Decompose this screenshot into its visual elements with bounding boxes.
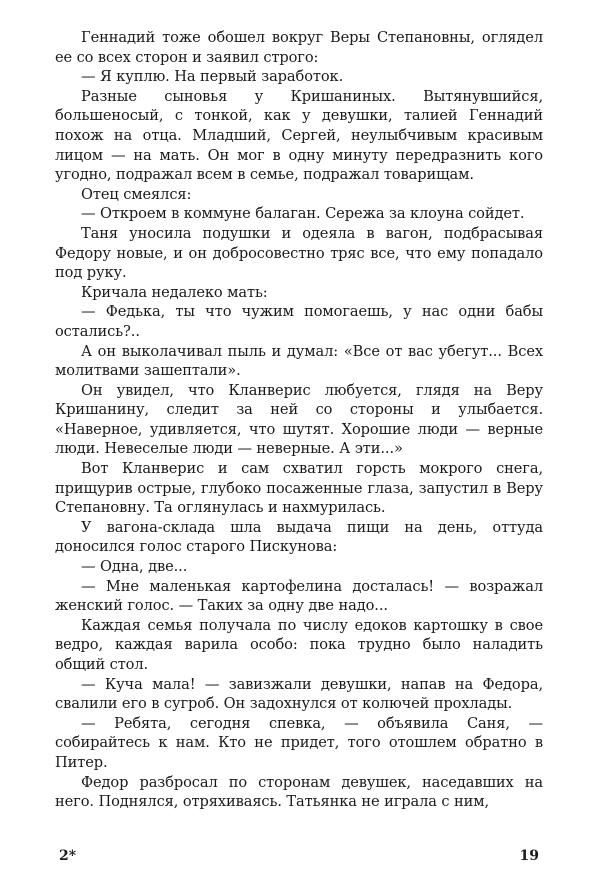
paragraph: Отец смеялся:: [81, 185, 192, 203]
paragraph: Геннадий тоже обошел вокруг Веры Степановны, оглядел ее со всех сторон и заявил строго:: [55, 29, 543, 66]
page-text: [55, 28, 543, 848]
paragraph: — Я куплю. На первый заработок.: [81, 68, 344, 86]
paragraph: — Откроем в коммуне балаган. Сережа за клоуна сойдет.: [81, 205, 525, 223]
paragraph: У вагона-склада шла выдача пищи на день, оттуда доносился голос старого Пискунова:: [55, 518, 543, 556]
paragraph: Он увидел, что Кланверис любуется, глядя на Веру Кришанину, следит за ней со стороны и улыбается. «Наверное, удивляется, что шутят. Хорошие люди — верные люди. Невеселые люди — неверные. А эти...»: [55, 381, 543, 458]
paragraph: Таня уносила подушки и одеяла в вагон, подбрасывая Федору новые, и он добросовестно тряс все, что ему попадало под руку.: [55, 224, 543, 282]
paragraph: — Ребята, сегодня спевка, — объявила Саня, — собирайтесь к нам. Кто не придет, того отошлем обратно в Питер.: [55, 714, 543, 771]
paragraph: Разные сыновья у Кришаниных. Вытянувшийся, большеносый, с тонкой, как у девушки, талией Геннадий похож на отца. Младший, Сергей, неулыбчивым красивым лицом — на мать. Он мог в одну минуту передразнить кого угодно, подражал всем в семье, подражал товарищам.: [55, 87, 543, 184]
paragraph: А он выколачивал пыль и думал: «Все от вас убегут... Всех молитвами зашептали».: [55, 342, 543, 380]
paragraph: Каждая семья получала по числу едоков картошку в свое ведро, каждая варила особо: пока трудно было наладить общий стол.: [55, 616, 543, 673]
page-number: 19: [519, 848, 539, 864]
paragraph: — Куча мала! — завизжали девушки, напав на Федора, свалили его в сугроб. Он задохнулся от колючей прохлады.: [55, 675, 543, 713]
paragraph: Вот Кланверис и сам схватил горсть мокрого снега, прищурив острые, глубоко посаженные глаза, запустил в Веру Степановну. Та оглянулась и нахмурилась.: [55, 460, 543, 517]
paragraph: — Мне маленькая картофелина досталась! — возражал женский голос. — Таких за одну две надо...: [55, 577, 543, 615]
paragraph: — Одна, две...: [81, 558, 188, 576]
page-footer: [55, 848, 543, 872]
signature-mark: 2*: [59, 848, 77, 864]
paragraph: — Федька, ты что чужим помогаешь, у нас одни бабы остались?..: [55, 303, 543, 340]
paragraph: Кричала недалеко мать:: [81, 283, 268, 301]
paragraph: Федор разбросал по сторонам девушек, наседавших на него. Поднялся, отряхиваясь. Татьянка не играла с ним,: [55, 773, 543, 811]
